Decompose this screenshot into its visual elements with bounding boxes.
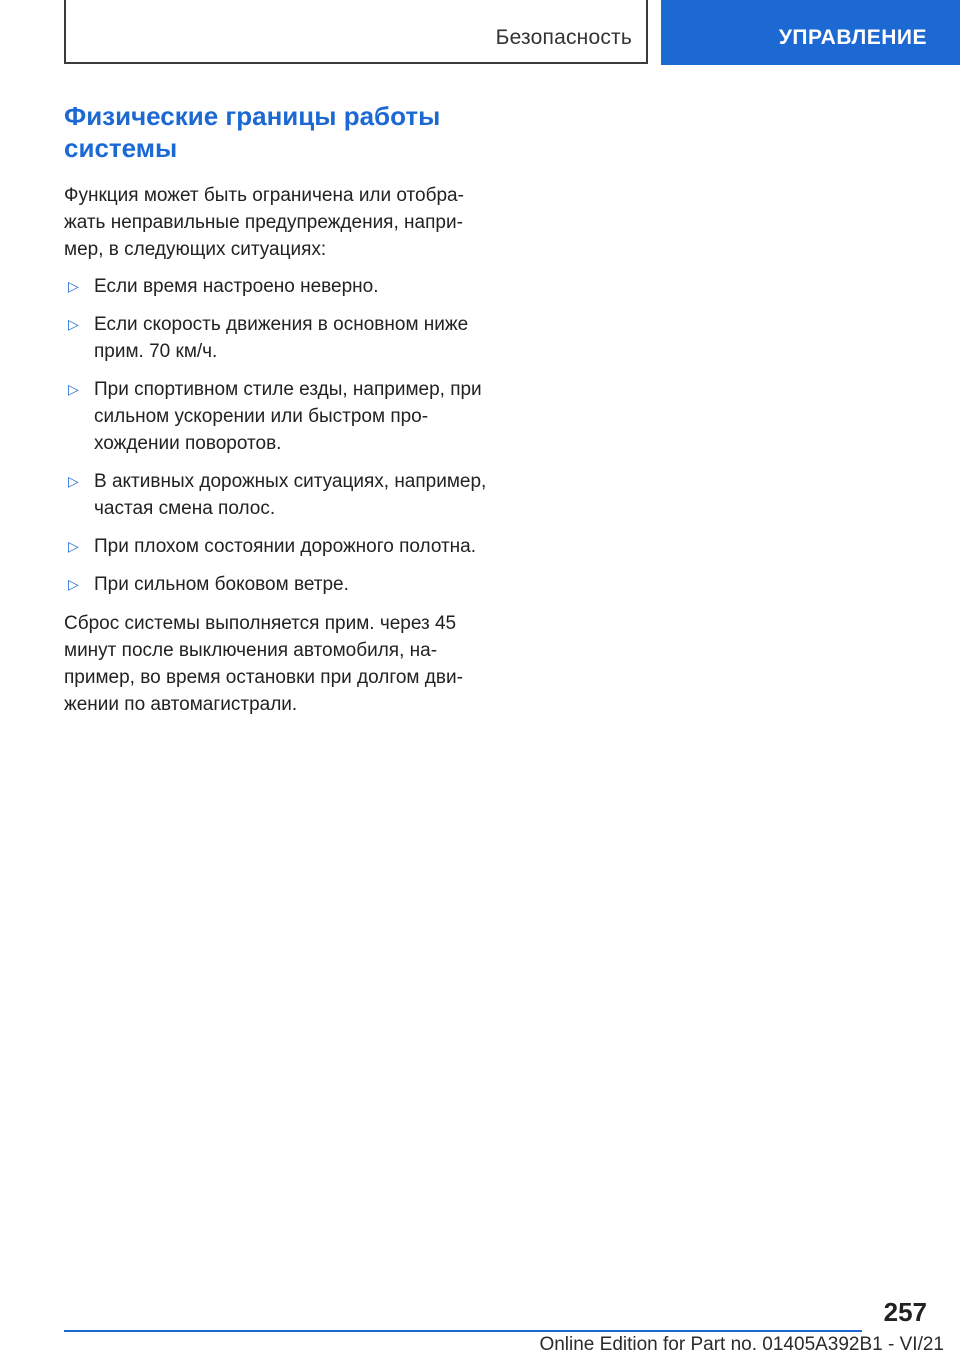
list-item [64, 273, 494, 300]
footer-edition-text: Online Edition for Part no. 01405A392B1 - VI/21 [539, 1334, 944, 1355]
list-item [64, 533, 494, 560]
triangle-bullet-icon: ▷ [68, 576, 79, 592]
header-section-box [64, 0, 648, 64]
triangle-bullet-icon: ▷ [68, 278, 79, 294]
header-chapter-tab [661, 0, 960, 65]
main-content [64, 100, 494, 718]
list-item-text: При плохом состоянии дорожного полотна. [94, 536, 477, 557]
triangle-bullet-icon: ▷ [68, 381, 79, 397]
list-item [64, 311, 494, 365]
list-item [64, 571, 494, 598]
section-title: Физические границы работы системы [64, 101, 441, 163]
page-number: 257 [883, 1297, 927, 1327]
list-item [64, 376, 494, 457]
list-item-text: Если время настроено неверно. [94, 276, 379, 297]
triangle-bullet-icon: ▷ [68, 316, 79, 332]
triangle-bullet-icon: ▷ [68, 538, 79, 554]
list-item-text: Если скорость движения в основном ниже прим. 70 км/ч. [94, 314, 469, 362]
outro-paragraph: Сброс системы выполняется прим. через 45 минут после выключения автомобиля, например, во время остановки при долгом движении по автомагистрали. [64, 613, 463, 715]
intro-paragraph: Функция может быть ограничена или отображать неправильные предупреждения, например, в следующих ситуациях: [64, 185, 464, 260]
triangle-bullet-icon: ▷ [68, 473, 79, 489]
bullet-list [64, 273, 494, 598]
header-section-label: Безопасность [495, 26, 632, 49]
header-chapter-label: УПРАВЛЕНИЕ [778, 26, 927, 49]
list-item-text: При сильном боковом ветре. [94, 574, 349, 595]
list-item-text: При спортивном стиле езды, например, при сильном ускорении или быстром прохождении поворотов. [94, 379, 482, 454]
footer-divider [64, 1330, 862, 1332]
list-item-text: В активных дорожных ситуациях, например, частая смена полос. [94, 471, 487, 519]
list-item [64, 468, 494, 522]
